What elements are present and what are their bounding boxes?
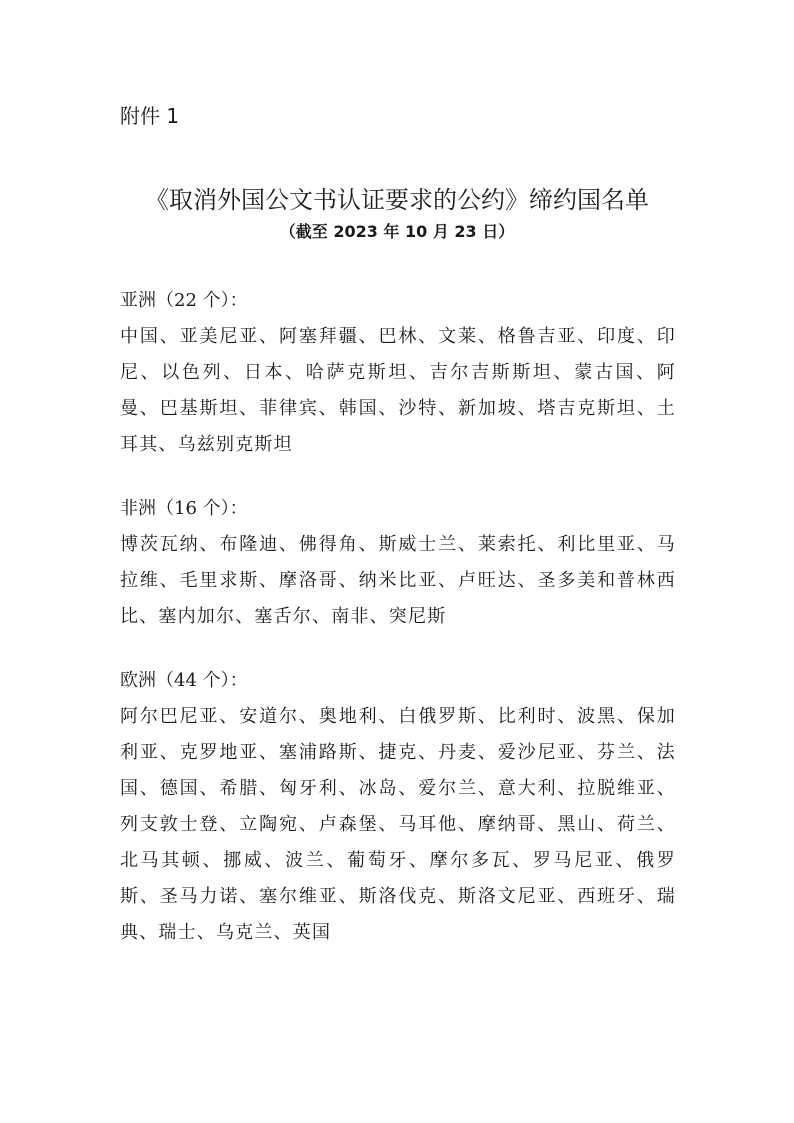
section-heading-africa: 非洲（16 个）：: [120, 498, 248, 519]
country-list-africa: 博茨瓦纳、布隆迪、佛得角、斯威士兰、莱索托、利比里亚、马拉维、毛里求斯、摩洛哥、纳米比亚、卢旺达、圣多美和普林西比、塞内加尔、塞舌尔、南非、突尼斯: [120, 534, 676, 627]
country-list-asia: 中国、亚美尼亚、阿塞拜疆、巴林、文莱、格鲁吉亚、印度、印尼、以色列、日本、哈萨克斯坦、吉尔吉斯斯坦、蒙古国、阿曼、巴基斯坦、菲律宾、韩国、沙特、新加坡、塔吉克斯坦、土耳其、乌兹别克斯坦: [120, 326, 676, 455]
document-subtitle: （截至 2023 年 10 月 23 日）: [279, 222, 515, 241]
section-africa: [120, 491, 676, 635]
section-heading-asia: 亚洲（22 个）：: [120, 290, 248, 311]
country-list-europe: 阿尔巴尼亚、安道尔、奥地利、白俄罗斯、比利时、波黑、保加利亚、克罗地亚、塞浦路斯、捷克、丹麦、爱沙尼亚、芬兰、法国、德国、希腊、匈牙利、冰岛、爱尔兰、意大利、拉脱维亚、列支敦士登、立陶宛、卢森堡、马耳他、摩纳哥、黑山、荷兰、北马其顿、挪威、波兰、葡萄牙、摩尔多瓦、罗马尼亚、俄罗斯、圣马力诺、塞尔维亚、斯洛伐克、斯洛文尼亚、西班牙、瑞典、瑞士、乌克兰、英国: [120, 706, 676, 943]
attachment-label: 附件 1: [120, 104, 180, 128]
section-europe: [120, 663, 676, 951]
section-asia: [120, 283, 676, 463]
document-title: 《取消外国公文书认证要求的公约》缔约国名单: [145, 186, 649, 214]
section-heading-europe: 欧洲（44 个）：: [120, 670, 248, 691]
